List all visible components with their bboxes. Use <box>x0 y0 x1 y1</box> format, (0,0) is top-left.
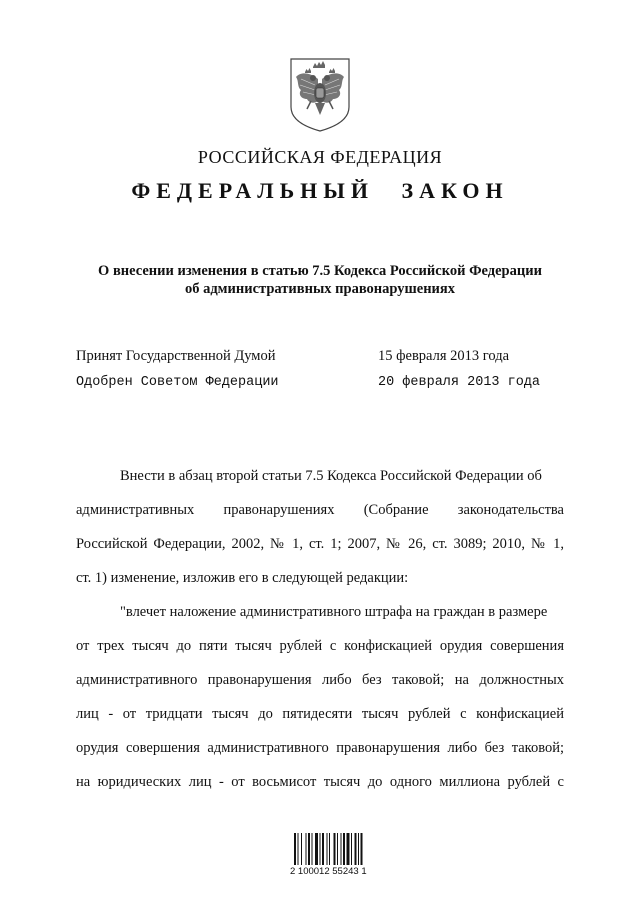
barcode-icon <box>293 829 385 867</box>
barcode-bar <box>341 833 342 865</box>
barcode-bar <box>298 833 299 865</box>
barcode-bar <box>334 833 336 865</box>
barcode-number: 2 100012 55243 1 <box>290 866 367 877</box>
barcode-bar <box>315 833 318 865</box>
barcode-bar <box>320 833 321 865</box>
barcode-bar <box>329 833 330 865</box>
document-title <box>0 262 640 298</box>
body-line: административного правонарушения либо без таковой; на должностных <box>76 672 564 688</box>
barcode-bar <box>361 833 363 865</box>
body-line: Российской Федерации, 2002, № 1, ст. 1; 2007, № 26, ст. 3089; 2010, № 1, <box>76 536 564 552</box>
document-type: ФЕДЕРАЛЬНЫЙ ЗАКОН <box>131 178 509 203</box>
barcode-bar <box>355 833 357 865</box>
body-line: административных правонарушениях (Собрание законодательства <box>76 502 564 518</box>
body-line: на юридических лиц - от восьмисот тысяч до одного миллиона рублей с <box>76 774 564 790</box>
barcode-bar <box>327 833 328 865</box>
barcode-bar <box>358 833 359 865</box>
barcode-bar <box>306 833 307 865</box>
barcode-bar <box>347 833 350 865</box>
body-line: орудия совершения административного правонарушения либо без таковой; <box>76 740 564 756</box>
document-title-line: об административных правонарушениях <box>184 281 456 297</box>
barcode-bar <box>322 833 324 865</box>
document-title-line: О внесении изменения в статью 7.5 Кодекса Российской Федерации <box>98 263 542 279</box>
russian-coat-of-arms-icon <box>287 57 353 133</box>
barcode-bar <box>308 833 310 865</box>
body-line: ст. 1) изменение, изложив его в следующей редакции: <box>76 570 409 586</box>
barcode-bar <box>337 833 338 865</box>
approved-by-council-label: Одобрен Советом Федерации <box>76 375 279 390</box>
adopted-by-duma-label: Принят Государственной Думой <box>76 348 276 364</box>
body-line: лиц - от тридцати тысяч до пятидесяти тысяч рублей с конфискацией <box>76 706 564 722</box>
barcode-bar <box>351 833 352 865</box>
barcode-bar <box>294 833 296 865</box>
barcode-bar <box>343 833 345 865</box>
barcode-bar <box>312 833 313 865</box>
adopted-by-duma-date: 15 февраля 2013 года <box>378 348 510 364</box>
body-line: Внести в абзац второй статьи 7.5 Кодекса Российской Федерации об <box>120 468 542 484</box>
law-body-text <box>76 459 564 799</box>
approved-by-council-date: 20 февраля 2013 года <box>378 375 541 390</box>
barcode-bar <box>301 833 302 865</box>
body-line: "влечет наложение административного штрафа на граждан в размере <box>120 604 548 620</box>
body-line: от трех тысяч до пяти тысяч рублей с конфискацией орудия совершения <box>76 638 564 654</box>
country-name: РОССИЙСКАЯ ФЕДЕРАЦИЯ <box>197 147 443 167</box>
